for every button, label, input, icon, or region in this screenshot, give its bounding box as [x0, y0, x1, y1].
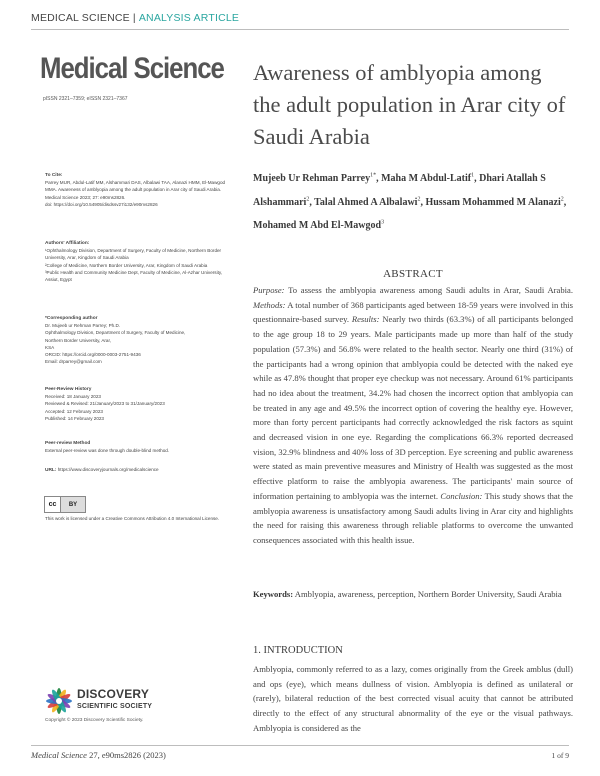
- header-separator: |: [132, 12, 136, 24]
- corresponding-line: Ophthalmology Division, Department of Surgery, Faculty of Medicine,: [45, 330, 186, 336]
- footer-citation: Medical Science 27, e90ms2826 (2023): [31, 750, 166, 760]
- corresponding-line: KSA: [45, 344, 55, 350]
- affiliation-item: ¹Ophthalmology Division, Department of Surgery, Faculty of Medicine, Northern Border University, Arar, Kingdom of Saudi Arabia: [45, 248, 222, 261]
- author: Mohamed M Abd El-Mawgod$^3$: [253, 219, 385, 231]
- method-block: [45, 440, 235, 454]
- history-line: Received: 18 January 2023: [45, 394, 101, 400]
- publisher-name: DISCOVERY: [77, 687, 150, 701]
- publisher-sub: SCIENTIFIC SOCIETY: [77, 703, 153, 710]
- method-heading: Peer-review Method: [45, 441, 91, 446]
- issn: pISSN 2321–7359; eISSN 2321–7367: [43, 96, 128, 102]
- history-line: Accepted: 12 February 2023: [45, 408, 103, 414]
- to-cite-heading: To Cite:: [45, 173, 63, 178]
- author: Maha M Abdul-Latif$^1$,: [381, 173, 480, 185]
- results-label: Results:: [351, 314, 380, 325]
- footer-rule: [31, 745, 569, 746]
- url-link[interactable]: https://www.discoveryjournals.org/medicalscience: [57, 467, 159, 472]
- author: Dhari Atallah S Alshammari$^2$,: [253, 173, 546, 208]
- history-block: [45, 386, 235, 422]
- copyright: Copyright © 2023 Discovery Scientific Society.: [45, 718, 144, 723]
- running-header: [31, 12, 239, 24]
- doi-link[interactable]: doi: https://doi.org/10.54905/disdssv27i132/e90ms2826: [45, 201, 158, 207]
- url-block: [45, 466, 235, 474]
- history-line: Reviewed & Revised: 21/January/2023 to 31/January/2023: [45, 401, 165, 407]
- article-title: Awareness of amblyopia among the adult population in Arar city of Saudi Arabia: [253, 60, 566, 149]
- corresponding-block: [45, 315, 235, 365]
- method-text: External peer-review was done through double-blind method.: [45, 448, 170, 454]
- abstract-body: Purpose: To assess the amblyopia awareness among Saudi adults in Arar, Saudi Arabia. Methods: A total number of 368 participants aged between 18-59 years were involved in this questionnaire-based survey. Results: Nearly two thirds (63.3%) of all participants belonged to the age group 18 to 29 years. Male participants made up more than half of the study population (57.3%) and 56.8% were related to the health sector. Nearly one third (31%) of the participants had a wrong opinion that amblyopia could be detected with the naked eye while as 47.8% thought that proper eye checkup was not necessary. Around 61% participants had no idea about the treatment, 34.2% had chosen the incorrect option that amblyopia can be treated in any age and 49.5% the incorrect option of covering the healthy eye. However, more than forty percent participants had correctly acknowledged the risk factors as squint and decreased vision in one eye. Regarding the complications 66.3% reported decreased vision, 32.9% blindness and 40% loss of 3D perception. Eye screening and public awareness were stated as main preventive measures and Ministry of Health was suggested as the most effective platform to raise the amblyopia awareness. The participants' main source of information pertaining to amblyopia was the internet. Conclusion: This study shows that the amblyopia awareness is unsatisfactory among Saudi adults living in Arar city and highlights the need for raising this awareness through reliable platforms to overcome the unwanted consequences associated with this health issue.: [253, 285, 574, 545]
- to-cite-block: [45, 172, 235, 208]
- by-icon: BY: [68, 501, 78, 508]
- keywords: Keywords: Amblyopia, awareness, perception, Northern Border University, Saudi Arabia: [253, 589, 562, 599]
- affiliation-item: ²College of Medicine, Northern Border University, Arar, Kingdom of Saudi Arabia: [45, 262, 208, 268]
- abstract-heading: ABSTRACT: [383, 268, 443, 280]
- header-rule: [31, 29, 569, 30]
- history-heading: Peer-Review History: [45, 387, 92, 392]
- author: Talal Ahmed A Albalawi$^2$,: [314, 196, 426, 208]
- page-number: 1 of 9: [551, 751, 569, 760]
- corresponding-line: Northern Border University, Arar,: [45, 337, 112, 343]
- orcid-link[interactable]: ORCID: https://orcid.org/0000-0003-2751-9436: [45, 352, 141, 358]
- affiliation-heading: Authors' Affiliation:: [45, 241, 90, 246]
- conclusion-label: Conclusion:: [440, 490, 483, 501]
- author: Mujeeb Ur Rehman Parrey$^{1*}$,: [253, 173, 382, 185]
- corresponding-line: Dr. Mujeeb ur Rehman Parrey; Ph.D.: [45, 323, 121, 329]
- intro-heading: 1. INTRODUCTION: [253, 645, 343, 656]
- email-link[interactable]: Email: drparrey@gmail.com: [45, 359, 102, 365]
- affiliation-block: [45, 240, 235, 283]
- footer-journal: Medical Science: [31, 750, 87, 760]
- history-line: Published: 14 February 2023: [45, 415, 104, 421]
- methods-label: Methods:: [253, 299, 286, 310]
- purpose-label: Purpose:: [253, 285, 285, 295]
- license-text: This work is licensed under a Creative Commons Attribution 4.0 International License.: [45, 516, 220, 521]
- url-label: URL:: [45, 468, 57, 473]
- corresponding-heading: *Corresponding author: [45, 316, 98, 321]
- cc-icon: cc: [45, 497, 61, 512]
- header-journal: MEDICAL SCIENCE: [31, 12, 130, 24]
- affiliation-item: ³Public Health and Community Medicine Dept, Faculty of Medicine, Al-Azhar University, Assiut, Egypt: [45, 269, 223, 283]
- intro-text: Amblyopia, commonly referred to as a lazy, comes originally from the Greek amblus (dull) and ops (eye), which means dullness of vision. Amblyopia is defined as unilateral or (rarely), bilateral reduction of the best corrected visual acuity that cannot be attributed directly to the effect of any structural abnormality of the eye or the visual pathways. Amblyopia is considered as the: [253, 664, 573, 733]
- header-article-type: ANALYSIS ARTICLE: [138, 12, 240, 24]
- author: Hussam Mohammed M Alanazi$^2$,: [425, 196, 567, 208]
- keywords-label: Keywords:: [253, 589, 294, 599]
- cc-license-badge[interactable]: [44, 496, 86, 513]
- author-list: [253, 166, 573, 236]
- to-cite-text: Parrey MUR, Abdul-Latif MM, Alshammari DAS, Albalawi TAA, Alanazi HMM, El-Mawgod MMA. Awareness of amblyopia among the adult population in Arar city of Saudi Arabia. Medical Science 2023; 27: e90ms2826.: [45, 180, 226, 200]
- journal-logo: Medical Science: [40, 52, 224, 85]
